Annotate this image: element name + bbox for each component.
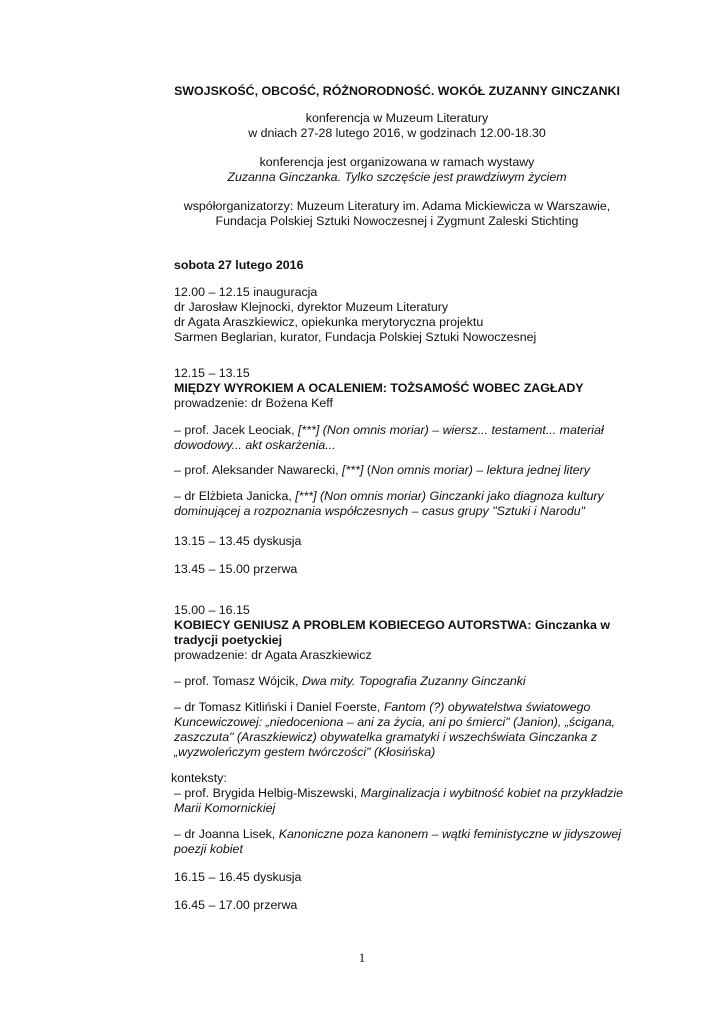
header [100,84,694,99]
talk-title-cont: Non omnis moriar) – lektura jednej litery [370,463,590,477]
exhibition-title: Zuzanna Ginczanka. Tylko szczęście jest prawdziwym życiem [227,170,567,184]
talk-title-paren: ( [363,463,371,477]
talk-speaker: – dr Joanna Lisek, [174,827,279,841]
session-2-talk-3 [174,786,654,816]
venue-line: konferencja w Muzeum Literatury [305,111,489,125]
session-time: 12.15 – 13.15 [174,366,250,380]
opening-speaker: dr Agata Araszkiewicz, opiekunka merytoryczna projektu [174,315,484,329]
session-1-talk-3 [174,489,654,519]
page-number: 1 [358,950,366,965]
talk-title-cont: dowodowy... akt oskarżenia... [174,438,336,452]
talk-title-cont: dominującej a rozpoznania współczesnych – casus grupy "Sztuki i Narodu" [174,504,586,518]
day-heading-block [174,258,614,273]
talk-title: Fantom (?) obywatelstwa światowego [383,700,591,714]
opening-speaker: Sarmen Beglarian, kurator, Fundacja Polskiej Sztuki Nowoczesnej [174,330,537,344]
opening-section [174,285,654,345]
talk-title: [***] (Non omnis moriar) – wiersz... testament... materiał [297,423,604,437]
talk-title-cont: Kuncewiczowej: „niedoceniona – ani za życia, ani po śmierci" (Janion), „ścigana, [174,715,616,729]
talk-speaker: – prof. Jacek Leociak, [174,423,298,437]
talk-title: Kanoniczne poza kanonem – wątki feministyczne w jidyszowej [278,827,621,841]
talk-title-cont: Marii Komornickiej [174,801,276,815]
venue-info [100,111,694,141]
day-heading: sobota 27 lutego 2016 [174,258,304,272]
talk-speaker: – prof. Brygida Helbig-Miszewski, [174,786,361,800]
talk-title: Marginalizacja i wybitność kobiet na przykładzie [360,786,624,800]
session-1-break [174,562,614,577]
session-2-discussion [174,870,614,885]
co-organizers [100,199,694,229]
discussion-time: 13.15 – 13.45 dyskusja [174,534,302,548]
break-time: 16.45 – 17.00 przerwa [174,898,298,912]
opening-speaker: dr Jarosław Klejnocki, dyrektor Muzeum Literatury [174,300,449,314]
session-1-discussion [174,534,614,549]
session-title: MIĘDZY WYROKIEM A OCALENIEM: TOŻSAMOŚĆ WOBEC ZAGŁADY [174,381,584,395]
session-2-break [174,898,614,913]
talk-title: Dwa mity. Topografia Zuzanny Ginczanki [301,674,526,688]
talk-speaker: – prof. Tomasz Wójcik, [174,674,302,688]
session-chair: prowadzenie: dr Bożena Keff [174,396,333,410]
talk-speaker: – prof. Aleksander Nawarecki, [174,463,343,477]
exhibition-info [100,155,694,185]
session-2-talk-4 [174,827,654,857]
conference-title: SWOJSKOŚĆ, OBCOŚĆ, RÓŻNORODNOŚĆ. WOKÓŁ ZUZANNY GINCZANKI [174,84,620,98]
talk-title-cont: „wyzwoleńczym gestem twórczości" (Kłosińska) [174,745,436,759]
talk-title-cont: zaszczuta" (Araszkiewicz) obywatelka gramatyki i wszechświata Ginczanka z [174,730,598,744]
session-title-cont: tradycji poetyckiej [174,633,283,647]
contexts-label: konteksty: [171,771,227,785]
session-1-talk-2 [174,463,654,478]
session-time: 15.00 – 16.15 [174,603,250,617]
exhibition-line: konferencja jest organizowana w ramach wystawy [259,155,535,169]
session-1-talk-1 [174,423,654,453]
co-organizers-line1: współorganizatorzy: Muzeum Literatury im. Adama Mickiewicza w Warszawie, [183,199,611,213]
session-chair: prowadzenie: dr Agata Araszkiewicz [174,648,372,662]
session-title: KOBIECY GENIUSZ A PROBLEM KOBIECEGO AUTORSTWA: Ginczanka w [174,618,611,632]
discussion-time: 16.15 – 16.45 dyskusja [174,870,302,884]
session-2-talk-1 [174,674,654,689]
session-1-header [174,366,654,411]
date-line: w dniach 27-28 lutego 2016, w godzinach 12.00-18.30 [248,126,546,140]
talk-speaker: – dr Elżbieta Janicka, [174,489,296,503]
session-2-header [174,603,654,663]
talk-title: [***] [342,463,364,477]
session-2-contexts [171,771,651,786]
break-time: 13.45 – 15.00 przerwa [174,562,298,576]
talk-title-cont: poezji kobiet [174,842,243,856]
co-organizers-line2: Fundacja Polskiej Sztuki Nowoczesnej i Zygmunt Zaleski Stichting [215,214,579,228]
talk-speaker: – dr Tomasz Kitliński i Daniel Foerste, [174,700,384,714]
session-2-talk-2 [174,700,654,760]
opening-time: 12.00 – 12.15 inauguracja [174,285,318,299]
talk-title: [***] (Non omnis moriar) Ginczanki jako diagnoza kultury [295,489,604,503]
